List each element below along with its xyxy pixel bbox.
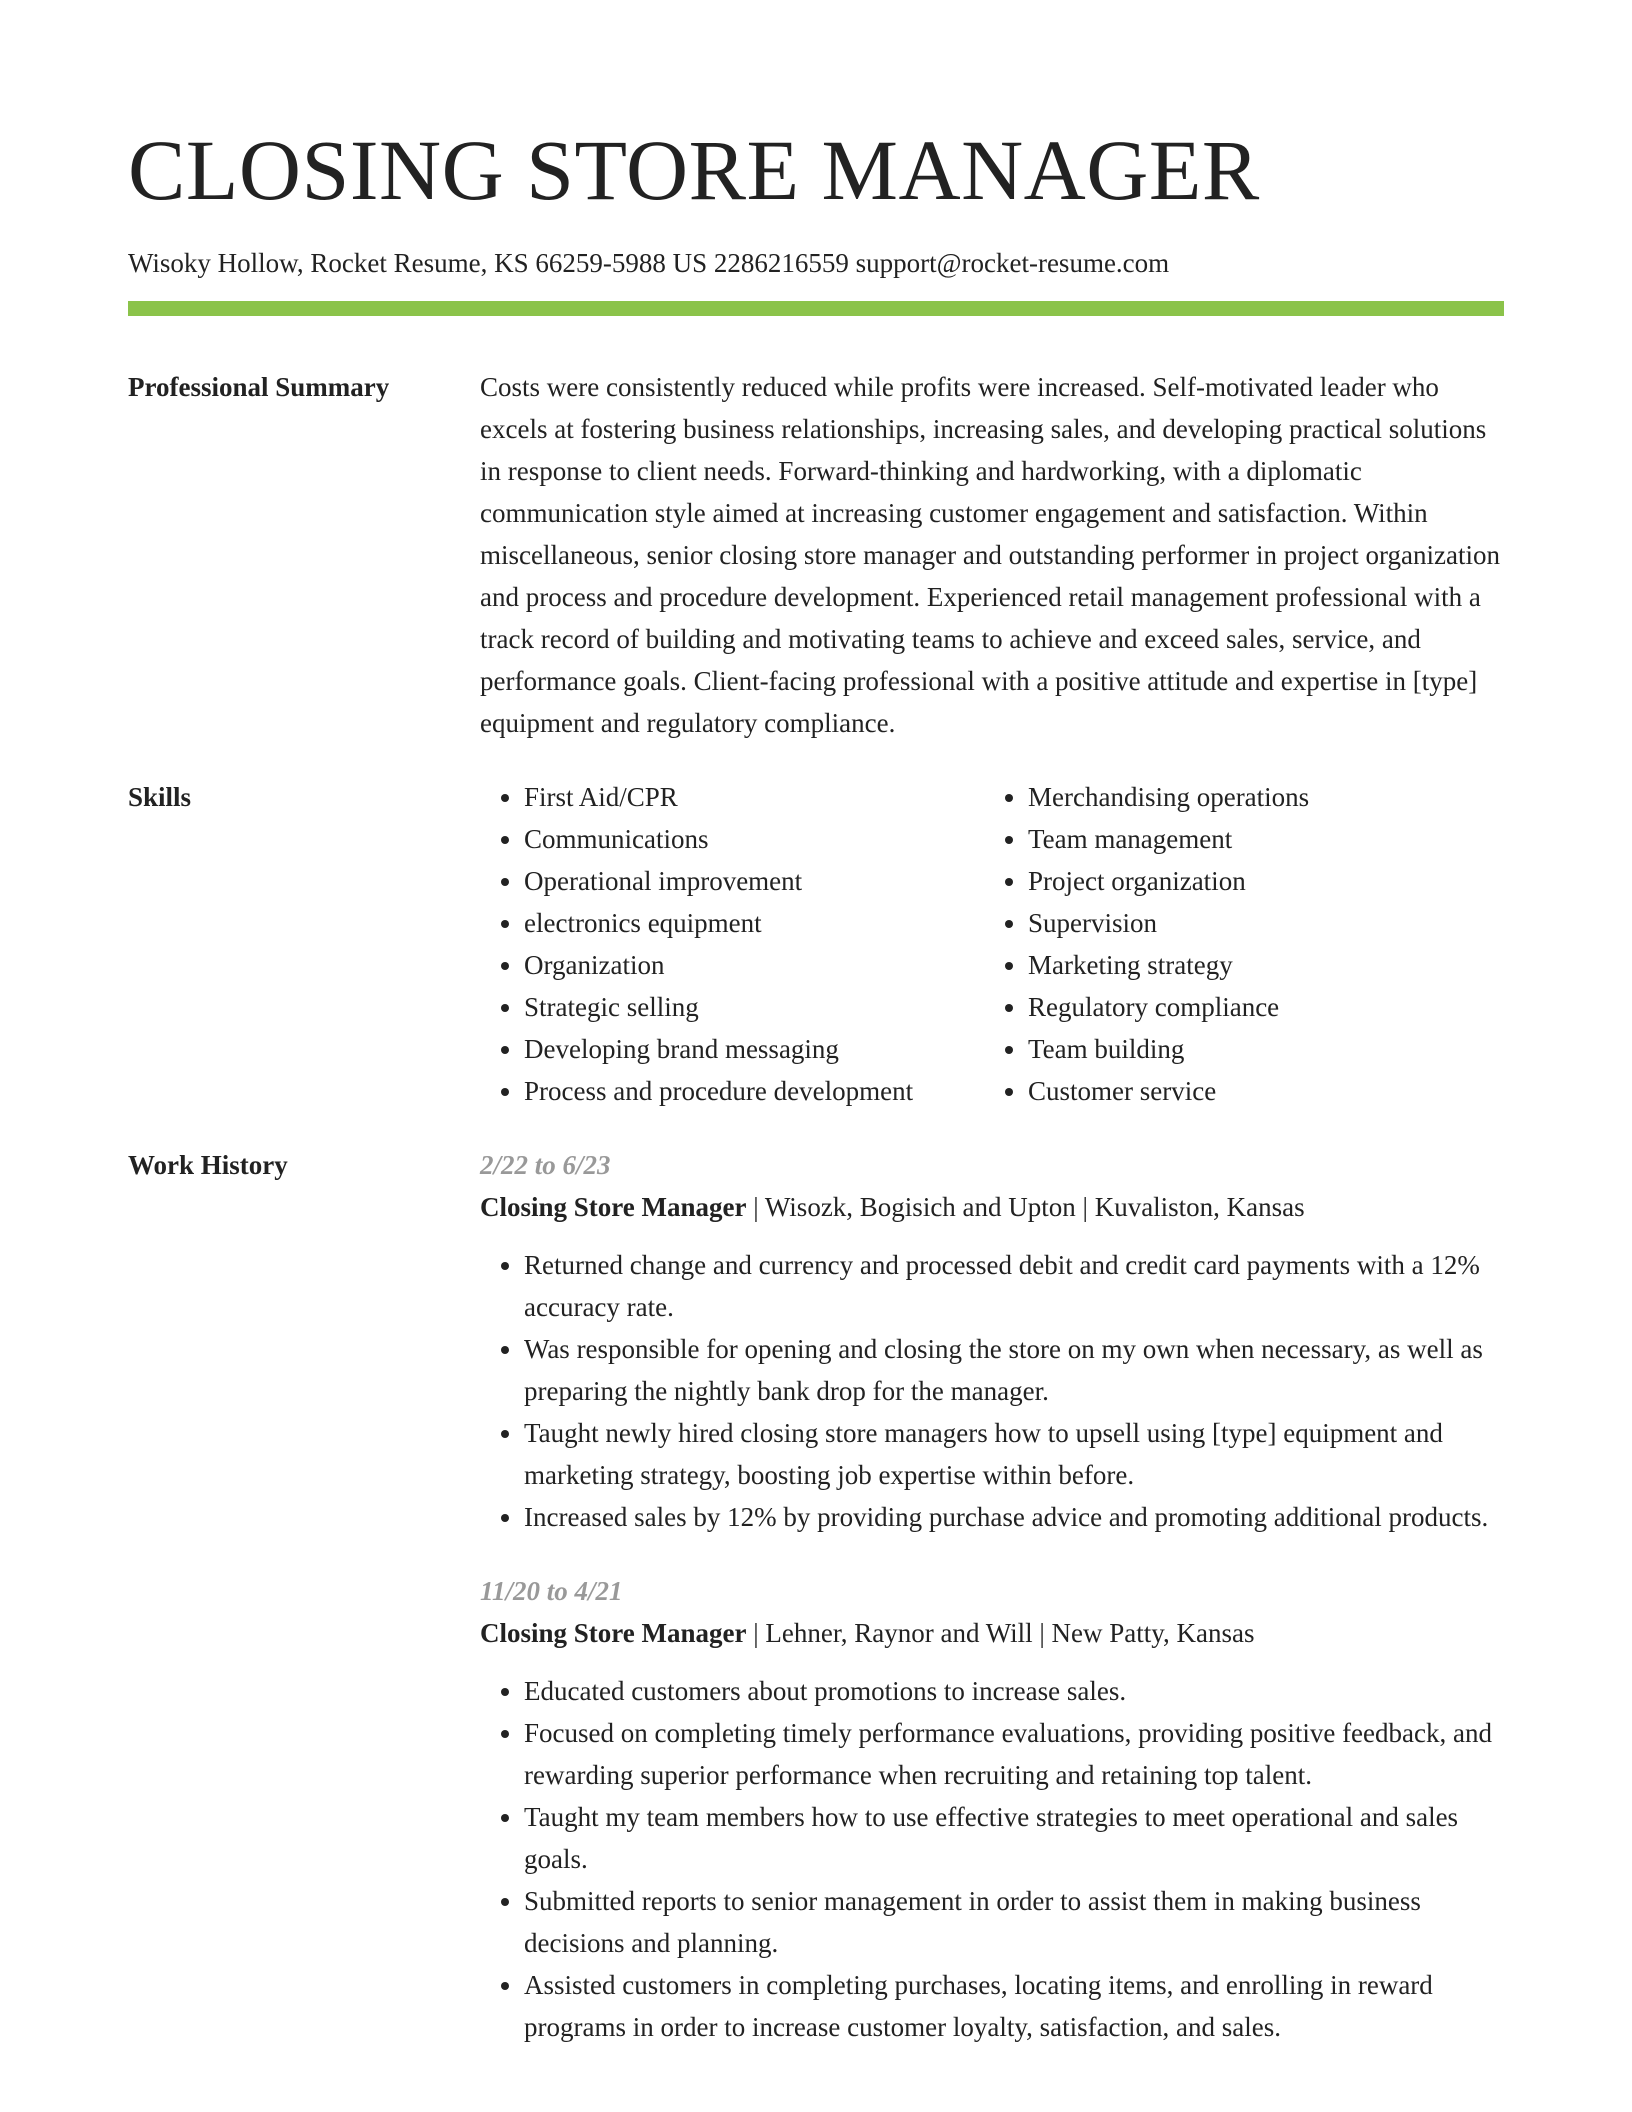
skill-item: • Marketing strategy xyxy=(1028,944,1309,986)
skills-column-right xyxy=(984,776,1309,1112)
resume-page xyxy=(128,0,1504,2080)
job-bullets xyxy=(480,1670,1504,2048)
job-title: Closing Store Manager xyxy=(480,1192,747,1222)
section-title-summary: Professional Summary xyxy=(128,372,390,402)
job-title-line xyxy=(480,1186,1504,1228)
job-dates: 11/20 to 4/21 xyxy=(480,1576,623,1606)
job-company-location: | Wisozk, Bogisich and Upton | Kuvaliston, Kansas xyxy=(746,1192,1305,1222)
skill-item: • Merchandising operations xyxy=(1028,776,1309,818)
job-bullet: • Returned change and currency and processed debit and credit card payments with a 12% accuracy rate. xyxy=(524,1244,1504,1328)
work-history-section xyxy=(128,1144,1504,2080)
job-bullet: • Assisted customers in completing purchases, locating items, and enrolling in reward programs in order to increase customer loyalty, satisfaction, and sales. xyxy=(524,1964,1504,2048)
skill-item: • Supervision xyxy=(1028,902,1309,944)
accent-divider xyxy=(128,301,1504,316)
skill-item: • Organization xyxy=(524,944,984,986)
job-company-location: | Lehner, Raynor and Will | New Patty, Kansas xyxy=(746,1618,1255,1648)
job-bullet: • Educated customers about promotions to increase sales. xyxy=(524,1670,1504,1712)
job-entry xyxy=(480,1570,1504,2048)
skills-column-left xyxy=(480,776,984,1112)
skill-item: • electronics equipment xyxy=(524,902,984,944)
skill-item: • Customer service xyxy=(1028,1070,1309,1112)
job-bullet: • Increased sales by 12% by providing purchase advice and promoting additional products. xyxy=(524,1496,1504,1538)
skill-item: • First Aid/CPR xyxy=(524,776,984,818)
work-body xyxy=(480,1144,1504,2080)
job-bullet: • Taught my team members how to use effective strategies to meet operational and sales goals. xyxy=(524,1796,1504,1880)
job-title-line xyxy=(480,1612,1504,1654)
resume-name: CLOSING STORE MANAGER xyxy=(128,122,1260,218)
skill-item: • Operational improvement xyxy=(524,860,984,902)
section-title-work: Work History xyxy=(128,1150,288,1180)
skill-item: • Regulatory compliance xyxy=(1028,986,1309,1028)
skills-grid xyxy=(480,776,1504,1112)
skill-item: • Strategic selling xyxy=(524,986,984,1028)
job-dates: 2/22 to 6/23 xyxy=(480,1150,611,1180)
job-entry xyxy=(480,1144,1504,1538)
skill-item: • Project organization xyxy=(1028,860,1309,902)
skills-body xyxy=(480,776,1504,1112)
section-title-skills: Skills xyxy=(128,782,192,812)
skill-item: • Team management xyxy=(1028,818,1309,860)
skill-item: • Process and procedure development xyxy=(524,1070,984,1112)
job-title: Closing Store Manager xyxy=(480,1618,747,1648)
job-bullet: • Focused on completing timely performance evaluations, providing positive feedback, and rewarding superior performance when recruiting and retaining top talent. xyxy=(524,1712,1504,1796)
contact-line: Wisoky Hollow, Rocket Resume, KS 66259-5988 US 2286216559 support@rocket-resume.com xyxy=(128,248,1170,278)
professional-summary-section xyxy=(128,366,1504,744)
skills-section xyxy=(128,776,1504,1112)
skill-item: • Communications xyxy=(524,818,984,860)
job-bullet: • Submitted reports to senior management in order to assist them in making business decisions and planning. xyxy=(524,1880,1504,1964)
job-bullet: • Was responsible for opening and closing the store on my own when necessary, as well as preparing the nightly bank drop for the manager. xyxy=(524,1328,1504,1412)
skill-item: • Developing brand messaging xyxy=(524,1028,984,1070)
summary-body xyxy=(480,366,1504,744)
summary-text: Costs were consistently reduced while profits were increased. Self-motivated leader who excels at fostering business relationships, increasing sales, and developing practical solutions in response to client needs. Forward-thinking and hardworking, with a diplomatic communication style aimed at increasing customer engagement and satisfaction. Within miscellaneous, senior closing store manager and outstanding performer in project organization and process and procedure development. Experienced retail management professional with a track record of building and motivating teams to achieve and exceed sales, service, and performance goals. Client-facing professional with a positive attitude and expertise in [type] equipment and regulatory compliance. xyxy=(480,372,1500,738)
skill-item: • Team building xyxy=(1028,1028,1309,1070)
job-bullets xyxy=(480,1244,1504,1538)
job-bullet: • Taught newly hired closing store managers how to upsell using [type] equipment and marketing strategy, boosting job expertise within before. xyxy=(524,1412,1504,1496)
